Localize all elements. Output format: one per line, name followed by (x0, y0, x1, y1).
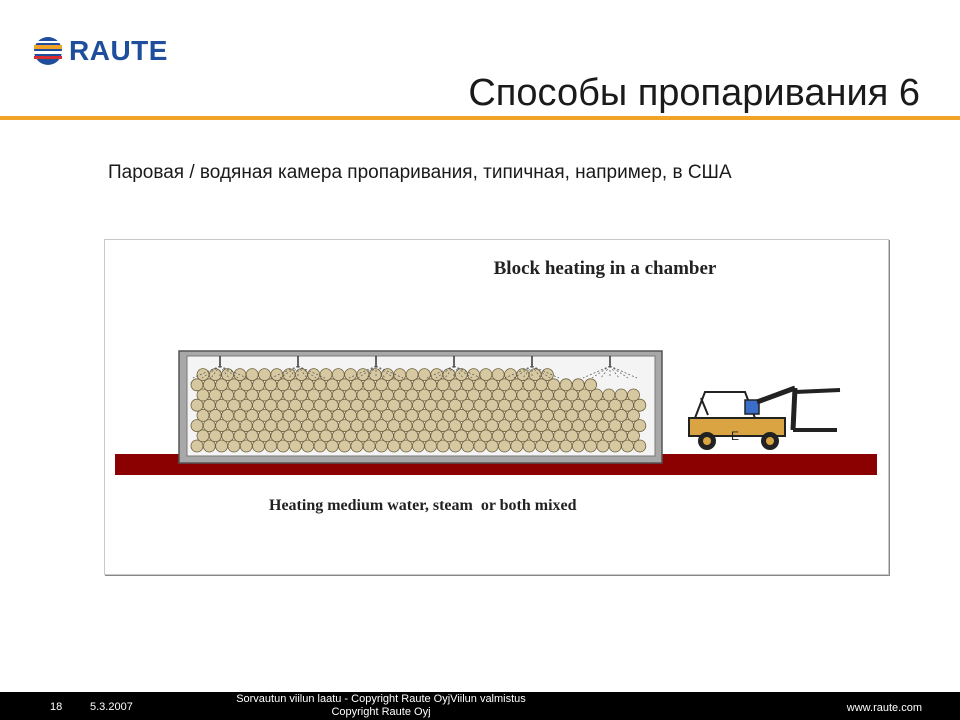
log-loader (689, 388, 840, 450)
log (603, 389, 615, 401)
log (615, 389, 627, 401)
log (209, 369, 221, 381)
figure-caption-top: Block heating in a chamber (493, 258, 717, 279)
log (320, 369, 332, 381)
log (345, 369, 357, 381)
log (492, 369, 504, 381)
log (197, 369, 209, 381)
log (246, 369, 258, 381)
footer-date: 5.3.2007 (90, 701, 133, 713)
footer-url: www.raute.com (846, 702, 922, 714)
log (418, 369, 430, 381)
log (431, 369, 443, 381)
log (382, 369, 394, 381)
svg-text:E: E (731, 429, 740, 443)
log (443, 369, 455, 381)
copyright-line-1: Sorvautun viilun laatu - Copyright Raute OyjViilun valmistus (236, 693, 526, 705)
chamber-diagram (105, 240, 888, 574)
log (271, 369, 283, 381)
log (572, 379, 584, 391)
log (628, 389, 640, 401)
log (406, 369, 418, 381)
log (585, 379, 597, 391)
steaming-chamber (179, 351, 662, 463)
header-divider (0, 116, 960, 120)
figure-caption-bottom: Heating medium water, steam or both mixed (269, 497, 577, 514)
slide-subtitle: Паровая / водяная камера пропаривания, типичная, например, в США (108, 162, 732, 183)
logo-wordmark: RAUTE (69, 35, 168, 66)
log (560, 379, 572, 391)
slide-title: Способы пропаривания 6 (468, 72, 920, 114)
copyright-line-2: Copyright Raute Oyj (331, 706, 431, 718)
raute-globe-icon (33, 36, 63, 66)
raute-logo (33, 34, 168, 68)
log (259, 369, 271, 381)
log (517, 369, 529, 381)
log (357, 369, 369, 381)
log (505, 369, 517, 381)
log (332, 369, 344, 381)
page-number: 18 (50, 701, 63, 713)
slide-footer (0, 692, 960, 720)
log (283, 369, 295, 381)
footer-copyright (196, 693, 566, 719)
log (480, 369, 492, 381)
chamber-illustration (104, 239, 889, 575)
